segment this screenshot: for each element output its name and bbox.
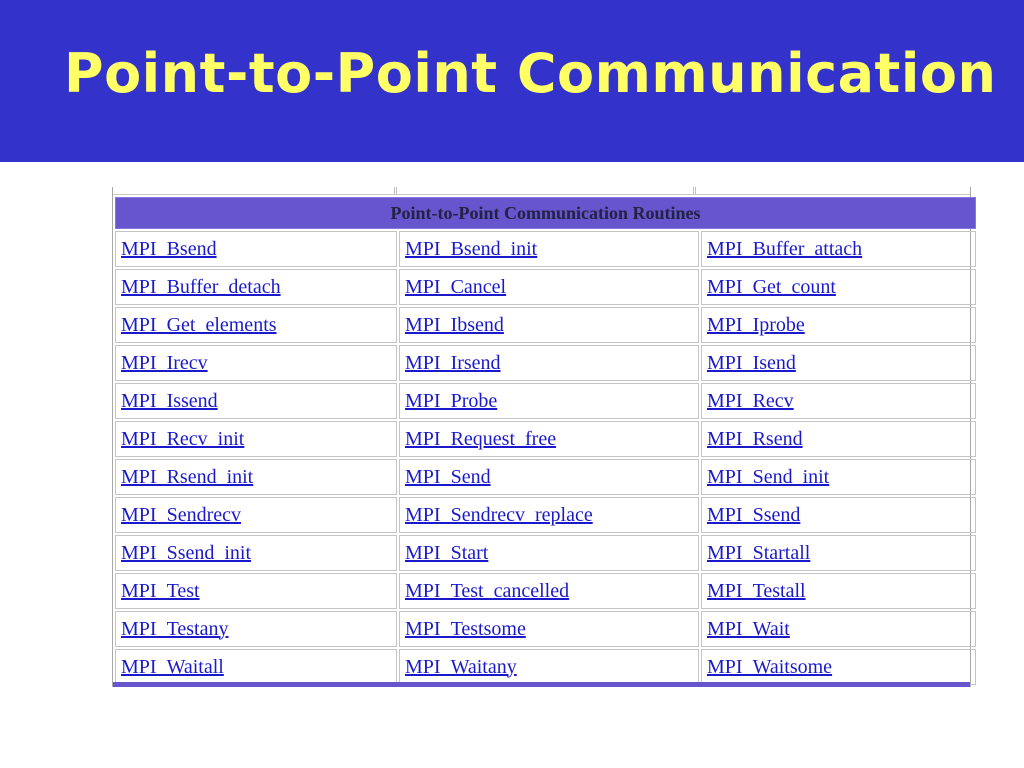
- routine-link[interactable]: MPI_Ibsend: [405, 313, 504, 336]
- table-cell: [399, 535, 699, 571]
- table-cell: [701, 269, 976, 305]
- table-cell: [115, 231, 397, 267]
- routine-link[interactable]: MPI_Probe: [405, 389, 498, 412]
- table-cell: [399, 307, 699, 343]
- table-cell: [115, 649, 397, 685]
- table-top-strip: [113, 187, 970, 195]
- table-cell: [399, 421, 699, 457]
- table-cell: [701, 611, 976, 647]
- routine-link[interactable]: MPI_Irecv: [121, 351, 208, 374]
- table-cell: [115, 497, 397, 533]
- routine-link[interactable]: MPI_Get_count: [707, 275, 836, 298]
- table-row: [115, 345, 976, 381]
- table-cell: [399, 231, 699, 267]
- routine-link[interactable]: MPI_Buffer_attach: [707, 237, 863, 260]
- table-cell: [115, 269, 397, 305]
- table-cell: [399, 573, 699, 609]
- table-cell: [701, 307, 976, 343]
- table-cell: [399, 383, 699, 419]
- table-cell: [115, 459, 397, 495]
- routine-link[interactable]: MPI_Ssend_init: [121, 541, 252, 564]
- table-row: [115, 231, 976, 267]
- routine-link[interactable]: MPI_Bsend_init: [405, 237, 538, 260]
- routine-link[interactable]: MPI_Test_cancelled: [405, 579, 570, 602]
- routines-table-container: [112, 187, 971, 687]
- routine-link[interactable]: MPI_Waitall: [121, 655, 224, 678]
- table-cell: [115, 421, 397, 457]
- table-header: Point-to-Point Communication Routines: [115, 197, 976, 229]
- routine-link[interactable]: MPI_Buffer_detach: [121, 275, 281, 298]
- table-cell: [115, 383, 397, 419]
- routine-link[interactable]: MPI_Irsend: [405, 351, 501, 374]
- table-cell: [701, 421, 976, 457]
- routine-link[interactable]: MPI_Wait: [707, 617, 790, 640]
- routine-link[interactable]: MPI_Testsome: [405, 617, 526, 640]
- table-header-row: [115, 197, 976, 229]
- routine-link[interactable]: MPI_Rsend: [707, 427, 803, 450]
- table-cell: [115, 573, 397, 609]
- table-row: [115, 307, 976, 343]
- routine-link[interactable]: MPI_Isend: [707, 351, 796, 374]
- routine-link[interactable]: MPI_Testany: [121, 617, 229, 640]
- table-cell: [701, 231, 976, 267]
- table-cell: [115, 345, 397, 381]
- table-row: [115, 421, 976, 457]
- table-row: [115, 649, 976, 685]
- slide-title: Point-to-Point Communication: [64, 42, 997, 105]
- table-row: [115, 611, 976, 647]
- routine-link[interactable]: MPI_Recv: [707, 389, 794, 412]
- table-row: [115, 459, 976, 495]
- table-row: [115, 535, 976, 571]
- table-cell: [701, 573, 976, 609]
- column-divider: [394, 187, 397, 194]
- table-cell: [701, 649, 976, 685]
- table-row: [115, 573, 976, 609]
- routine-link[interactable]: MPI_Bsend: [121, 237, 217, 260]
- table-cell: [701, 383, 976, 419]
- table-row: [115, 383, 976, 419]
- routine-link[interactable]: MPI_Ssend: [707, 503, 801, 526]
- table-cell: [399, 611, 699, 647]
- routine-link[interactable]: MPI_Waitsome: [707, 655, 833, 678]
- routine-link[interactable]: MPI_Send_init: [707, 465, 830, 488]
- routine-link[interactable]: MPI_Testall: [707, 579, 806, 602]
- table-cell: [399, 269, 699, 305]
- routine-link[interactable]: MPI_Startall: [707, 541, 811, 564]
- routine-link[interactable]: MPI_Issend: [121, 389, 218, 412]
- table-cell: [701, 535, 976, 571]
- table-body: [115, 231, 976, 685]
- table-cell: [701, 497, 976, 533]
- routine-link[interactable]: MPI_Iprobe: [707, 313, 805, 336]
- routine-link[interactable]: MPI_Start: [405, 541, 489, 564]
- column-divider: [693, 187, 696, 194]
- table-row: [115, 497, 976, 533]
- routine-link[interactable]: MPI_Waitany: [405, 655, 517, 678]
- table-bottom-bar: [113, 682, 970, 687]
- table-row: [115, 269, 976, 305]
- table-cell: [115, 535, 397, 571]
- routine-link[interactable]: MPI_Recv_init: [121, 427, 245, 450]
- table-cell: [399, 345, 699, 381]
- table-cell: [399, 649, 699, 685]
- title-bar: [0, 0, 1024, 162]
- routine-link[interactable]: MPI_Cancel: [405, 275, 507, 298]
- table-cell: [399, 497, 699, 533]
- routine-link[interactable]: MPI_Sendrecv_replace: [405, 503, 593, 526]
- routine-link[interactable]: MPI_Rsend_init: [121, 465, 254, 488]
- table-cell: [399, 459, 699, 495]
- table-cell: [701, 345, 976, 381]
- routine-link[interactable]: MPI_Send: [405, 465, 491, 488]
- routine-link[interactable]: MPI_Request_free: [405, 427, 557, 450]
- routine-link[interactable]: MPI_Get_elements: [121, 313, 277, 336]
- table-cell: [115, 611, 397, 647]
- routines-table: [113, 195, 978, 687]
- routine-link[interactable]: MPI_Sendrecv: [121, 503, 241, 526]
- table-cell: [701, 459, 976, 495]
- routine-link[interactable]: MPI_Test: [121, 579, 200, 602]
- table-cell: [115, 307, 397, 343]
